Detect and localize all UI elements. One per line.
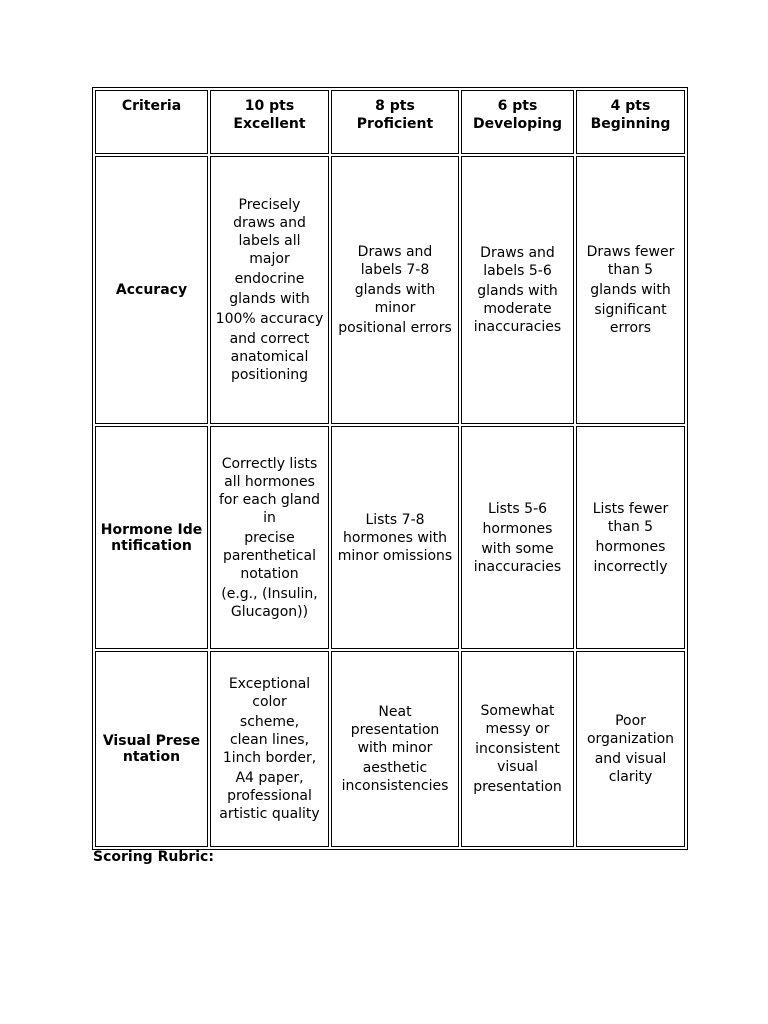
cell-text-line: 1inch border, xyxy=(222,750,317,766)
cell-text-line: inconsistent xyxy=(475,741,560,757)
cell-text-line: Lists 7-8 xyxy=(365,511,425,528)
cell-text-line: clean lines, xyxy=(229,732,310,748)
criterion-hormone-identification: Hormone Identification xyxy=(95,426,208,649)
rubric-row-visual-presentation xyxy=(95,651,685,847)
hormone-proficient-cell xyxy=(331,426,459,649)
visual-developing-cell xyxy=(461,651,574,847)
cell-text-line: inconsistencies xyxy=(341,778,449,794)
header-8-pts xyxy=(331,90,459,154)
rubric-table-container xyxy=(92,87,688,850)
rubric-row-accuracy xyxy=(95,156,685,424)
rubric-table xyxy=(92,87,688,850)
cell-text-line: color xyxy=(252,694,287,710)
header-line: Excellent xyxy=(233,116,306,132)
cell-text-line: incorrectly xyxy=(593,558,668,575)
cell-text-line: aesthetic xyxy=(362,760,428,776)
hormone-beginning-cell xyxy=(576,426,685,649)
cell-text-line: labels 5-6 xyxy=(483,263,552,279)
cell-text-line: Lists fewer xyxy=(592,500,669,517)
cell-text-line: hormones xyxy=(482,520,553,537)
cell-text-line: Poor xyxy=(615,713,646,729)
visual-beginning-cell xyxy=(576,651,685,847)
cell-text-line: (e.g., (Insulin, xyxy=(221,585,318,602)
cell-text-line: Draws and xyxy=(357,244,433,260)
cell-text-line: than 5 xyxy=(607,262,654,278)
cell-text-line: glands with xyxy=(354,282,436,298)
visual-excellent-cell xyxy=(210,651,329,847)
header-line: Criteria xyxy=(121,98,182,114)
cell-text-line: minor xyxy=(374,300,416,316)
cell-text-line: professional xyxy=(227,788,312,804)
header-line: 4 pts xyxy=(610,98,651,114)
cell-text-line: Precisely xyxy=(238,197,301,213)
cell-text-line: glands with xyxy=(229,291,310,307)
cell-text-line: with minor xyxy=(357,740,433,756)
cell-text-line: major xyxy=(249,251,290,267)
cell-text-line: scheme, xyxy=(239,714,300,730)
cell-text-line: and correct xyxy=(229,331,310,347)
cell-text-line: Correctly lists xyxy=(221,455,318,472)
cell-text-line: labels 7-8 xyxy=(360,262,430,278)
cell-text-line: than 5 xyxy=(607,518,654,535)
header-line: 10 pts xyxy=(244,98,295,114)
cell-text-line: Lists 5-6 xyxy=(487,500,548,517)
header-criteria xyxy=(95,90,208,154)
header-line: Proficient xyxy=(356,116,434,132)
cell-text-line: Draws fewer xyxy=(586,244,675,260)
cell-text-line: Draws and xyxy=(480,245,555,261)
cell-text-line: A4 paper, xyxy=(235,770,304,786)
cell-text-line: precise xyxy=(244,529,295,546)
header-6-pts xyxy=(461,90,574,154)
cell-text-line: 100% accuracy xyxy=(215,311,324,327)
cell-text-line: all hormones xyxy=(224,473,315,490)
hormone-developing-cell xyxy=(461,426,574,649)
cell-text-line: notation xyxy=(240,565,299,582)
scoring-rubric-caption: Scoring Rubric: xyxy=(93,849,214,865)
header-line: Beginning xyxy=(590,116,671,132)
cell-text-line: with some xyxy=(481,540,554,557)
cell-text-line: positioning xyxy=(230,367,309,383)
cell-text-line: endocrine xyxy=(234,271,305,287)
cell-text-line: inaccuracies xyxy=(473,558,562,575)
cell-text-line: clarity xyxy=(608,769,653,785)
accuracy-proficient-cell xyxy=(331,156,459,424)
cell-text-line: glands with xyxy=(590,282,671,298)
cell-text-line: Neat xyxy=(378,704,412,720)
cell-text-line: presentation xyxy=(350,722,440,738)
cell-text-line: parenthetical xyxy=(223,547,316,564)
cell-text-line: in xyxy=(263,509,276,526)
cell-text-line: significant xyxy=(594,302,667,318)
criterion-visual-presentation: Visual Presentation xyxy=(95,651,208,847)
cell-text-line: hormones xyxy=(595,538,666,555)
rubric-row-hormone-identification xyxy=(95,426,685,649)
cell-text-line: Somewhat xyxy=(480,703,555,719)
cell-text-line: artistic quality xyxy=(219,806,320,822)
cell-text-line: organization xyxy=(586,731,675,747)
visual-proficient-cell xyxy=(331,651,459,847)
accuracy-beginning-cell xyxy=(576,156,685,424)
cell-text-line: Exceptional xyxy=(228,676,311,692)
cell-text-line: Glucagon)) xyxy=(230,603,309,620)
cell-text-line: glands with xyxy=(477,283,558,299)
header-line: 8 pts xyxy=(375,98,415,114)
cell-text-line: errors xyxy=(609,320,652,336)
cell-text-line: labels all xyxy=(238,233,301,249)
cell-text-line: anatomical xyxy=(230,349,309,365)
accuracy-developing-cell xyxy=(461,156,574,424)
cell-text-line: messy or xyxy=(485,721,550,737)
cell-text-line: presentation xyxy=(473,779,562,795)
cell-text-line: for each gland xyxy=(218,491,321,508)
cell-text-line: moderate xyxy=(483,301,552,317)
accuracy-excellent-cell xyxy=(210,156,329,424)
header-10-pts xyxy=(210,90,329,154)
header-line: 6 pts xyxy=(497,98,538,114)
criterion-accuracy: Accuracy xyxy=(95,156,208,424)
header-line: Developing xyxy=(473,116,562,132)
cell-text-line: minor omissions xyxy=(337,547,453,564)
header-row xyxy=(95,90,685,154)
cell-text-line: draws and xyxy=(233,215,306,231)
cell-text-line: inaccuracies xyxy=(473,319,562,335)
hormone-excellent-cell xyxy=(210,426,329,649)
cell-text-line: hormones with xyxy=(342,529,448,546)
cell-text-line: and visual xyxy=(594,751,667,767)
cell-text-line: positional errors xyxy=(338,320,452,336)
cell-text-line: visual xyxy=(497,759,538,775)
header-4-pts xyxy=(576,90,685,154)
